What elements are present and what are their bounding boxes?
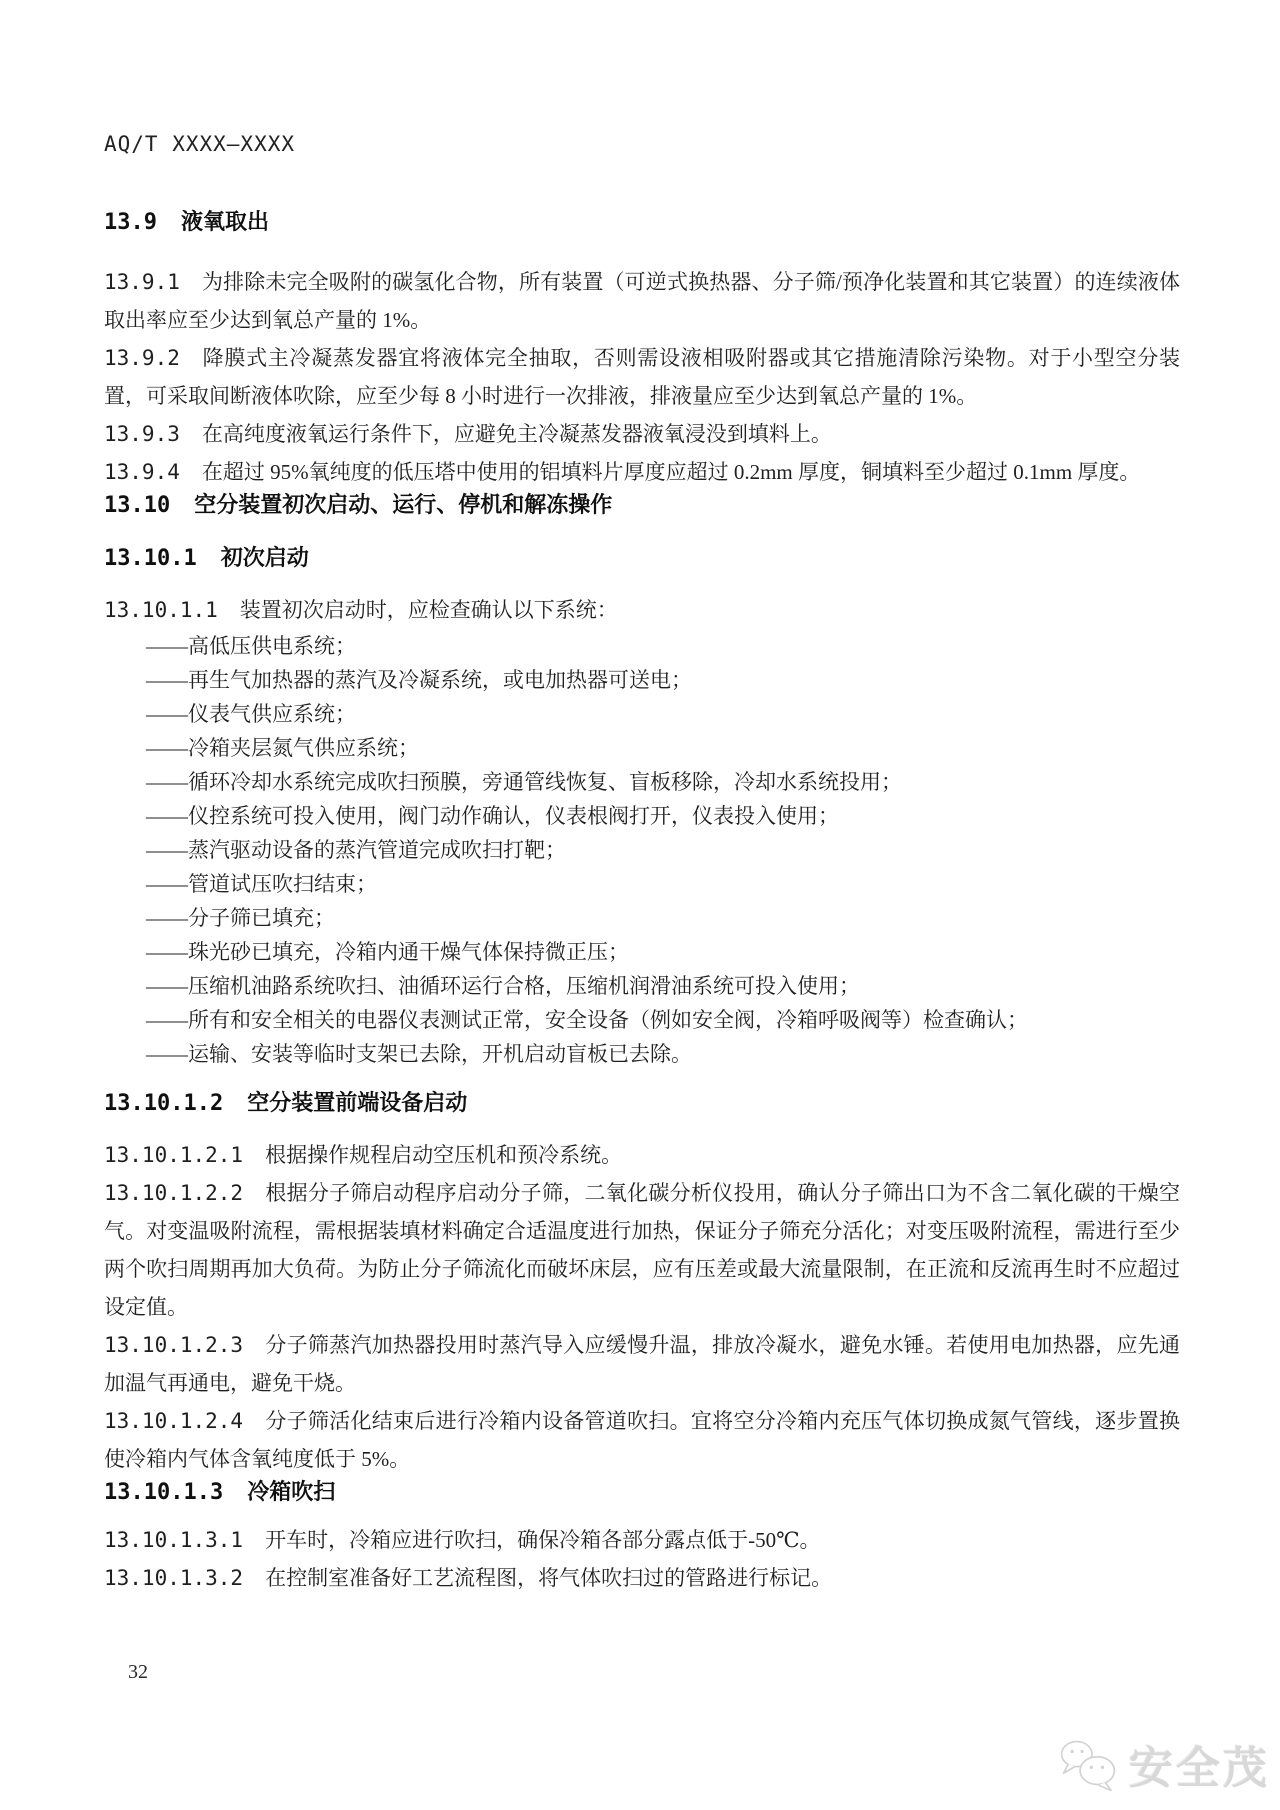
clause-number: 13.10.1.2.1 (104, 1143, 244, 1167)
checklist-item: ——循环冷却水系统完成吹扫预膜，旁通管线恢复、盲板移除，冷却水系统投用； (146, 770, 902, 794)
clause-text: 为排除未完全吸附的碳氢化合物，所有装置（可逆式换热器、分子筛/预净化装置和其它装置）的连续液体取出率应至少达到氧总产量的 1%。 (104, 270, 1180, 332)
clause-text: 降膜式主冷凝蒸发器宜将液体完全抽取，否则需设液相吸附器或其它措施清除污染物。对于小型空分装置，可采取间断液体吹除，应至少每 8 小时进行一次排液，排液量应至少达到氧总产量的 1%。 (104, 346, 1180, 408)
checklist-item: ——珠光砂已填充，冷箱内通干燥气体保持微正压； (146, 940, 629, 964)
section-number: 13.10.1.3 (104, 1480, 224, 1505)
checklist-item: ——所有和安全相关的电器仪表测试正常，安全设备（例如安全阀，冷箱呼吸阀等）检查确认； (146, 1008, 1028, 1032)
paragraph-13-10-1-2-1 (104, 1136, 1180, 1174)
section-heading-13-10-1-3 (104, 1478, 1180, 1507)
paragraph-13-10-1-2-4 (104, 1402, 1180, 1478)
clause-number: 13.9.3 (104, 422, 180, 446)
section-number: 13.10.1.2 (104, 1091, 224, 1116)
clause-number: 13.10.1.3.1 (104, 1528, 244, 1552)
checklist-item: ——仪表气供应系统； (146, 702, 356, 726)
checklist-item: ——压缩机油路系统吹扫、油循环运行合格，压缩机润滑油系统可投入使用； (146, 974, 860, 998)
paragraph-13-9-1 (104, 263, 1180, 339)
clause-text: 根据分子筛启动程序启动分子筛，二氧化碳分析仪投用，确认分子筛出口为不含二氧化碳的干燥空气。对变温吸附流程，需根据装填材料确定合适温度进行加热，保证分子筛充分活化；对变压吸附流程，需进行至少两个吹扫周期再加大负荷。为防止分子筛流化而破坏床层，应有压差或最大流量限制，在正流和反流再生时不应超过设定值。 (104, 1181, 1180, 1319)
paragraph-13-10-1-3-1 (104, 1521, 1180, 1559)
clause-number: 13.10.1.2.3 (104, 1333, 244, 1357)
clause-text: 分子筛活化结束后进行冷箱内设备管道吹扫。宜将空分冷箱内充压气体切换成氮气管线，逐步置换使冷箱内气体含氧纯度低于 5%。 (104, 1409, 1180, 1471)
section-title: 冷箱吹扫 (247, 1479, 336, 1504)
clause-text: 开车时，冷箱应进行吹扫，确保冷箱各部分露点低于-50℃。 (265, 1528, 821, 1552)
clause-number: 13.9.4 (104, 460, 180, 484)
clause-text: 根据操作规程启动空压机和预冷系统。 (265, 1143, 623, 1167)
paragraph-13-9-3 (104, 415, 1180, 453)
clause-text: 装置初次启动时，应检查确认以下系统： (239, 598, 618, 622)
watermark (1055, 1732, 1270, 1796)
paragraph-13-10-1-2-3 (104, 1326, 1180, 1402)
section-heading-13-10-1-2 (104, 1089, 1180, 1118)
paragraph-13-9-4 (104, 453, 1180, 491)
paragraph-13-10-1-1 (104, 591, 1180, 629)
section-title: 空分装置前端设备启动 (247, 1090, 468, 1115)
clause-number: 13.10.1.2.4 (104, 1409, 244, 1433)
checklist-item: ——再生气加热器的蒸汽及冷凝系统，或电加热器可送电； (146, 668, 692, 692)
clause-text: 在控制室准备好工艺流程图，将气体吹扫过的管路进行标记。 (265, 1566, 833, 1590)
clause-number: 13.10.1.3.2 (104, 1566, 244, 1590)
clause-number: 13.9.1 (104, 270, 180, 294)
section-heading-13-10 (104, 491, 1180, 520)
checklist-item: ——冷箱夹层氮气供应系统； (146, 736, 419, 760)
page-number: 32 (128, 1661, 148, 1683)
doc-code: AQ/T XXXX—XXXX (104, 132, 296, 156)
watermark-brand: 安全茂 (1129, 1744, 1270, 1793)
section-heading-13-9 (104, 208, 1180, 237)
paragraph-13-10-1-2-2 (104, 1174, 1180, 1326)
startup-checklist (104, 629, 1180, 1071)
section-number: 13.10 (104, 493, 171, 518)
section-number: 13.10.1 (104, 546, 197, 571)
clause-text: 分子筛蒸汽加热器投用时蒸汽导入应缓慢升温，排放冷凝水，避免水锤。若使用电加热器，应先通加温气再通电，避免干烧。 (104, 1333, 1180, 1395)
clause-text: 在高纯度液氧运行条件下，应避免主冷凝蒸发器液氧浸没到填料上。 (201, 422, 832, 446)
section-heading-13-10-1 (104, 544, 1180, 573)
checklist-item: ——仪控系统可投入使用，阀门动作确认，仪表根阀打开，仪表投入使用； (146, 804, 839, 828)
section-title: 空分装置初次启动、运行、停机和解冻操作 (194, 492, 613, 517)
section-number: 13.9 (104, 210, 157, 235)
clause-number: 13.9.2 (104, 346, 180, 370)
paragraph-13-10-1-3-2 (104, 1559, 1180, 1597)
section-title: 液氧取出 (180, 209, 269, 234)
clause-number: 13.10.1.1 (104, 598, 218, 622)
checklist-item: ——管道试压吹扫结束； (146, 872, 377, 896)
checklist-item: ——运输、安装等临时支架已去除，开机启动盲板已去除。 (146, 1042, 692, 1066)
checklist-item: ——蒸汽驱动设备的蒸汽管道完成吹扫打靶； (146, 838, 566, 862)
checklist-item: ——分子筛已填充； (146, 906, 335, 930)
clause-number: 13.10.1.2.2 (104, 1181, 244, 1205)
checklist-item: ——高低压供电系统； (146, 634, 356, 658)
clause-text: 在超过 95%氧纯度的低压塔中使用的铝填料片厚度应超过 0.2mm 厚度，铜填料至少超过 0.1mm 厚度。 (201, 460, 1141, 484)
section-title: 初次启动 (220, 545, 309, 570)
paragraph-13-9-2 (104, 339, 1180, 415)
wechat-icon (1055, 1735, 1121, 1793)
